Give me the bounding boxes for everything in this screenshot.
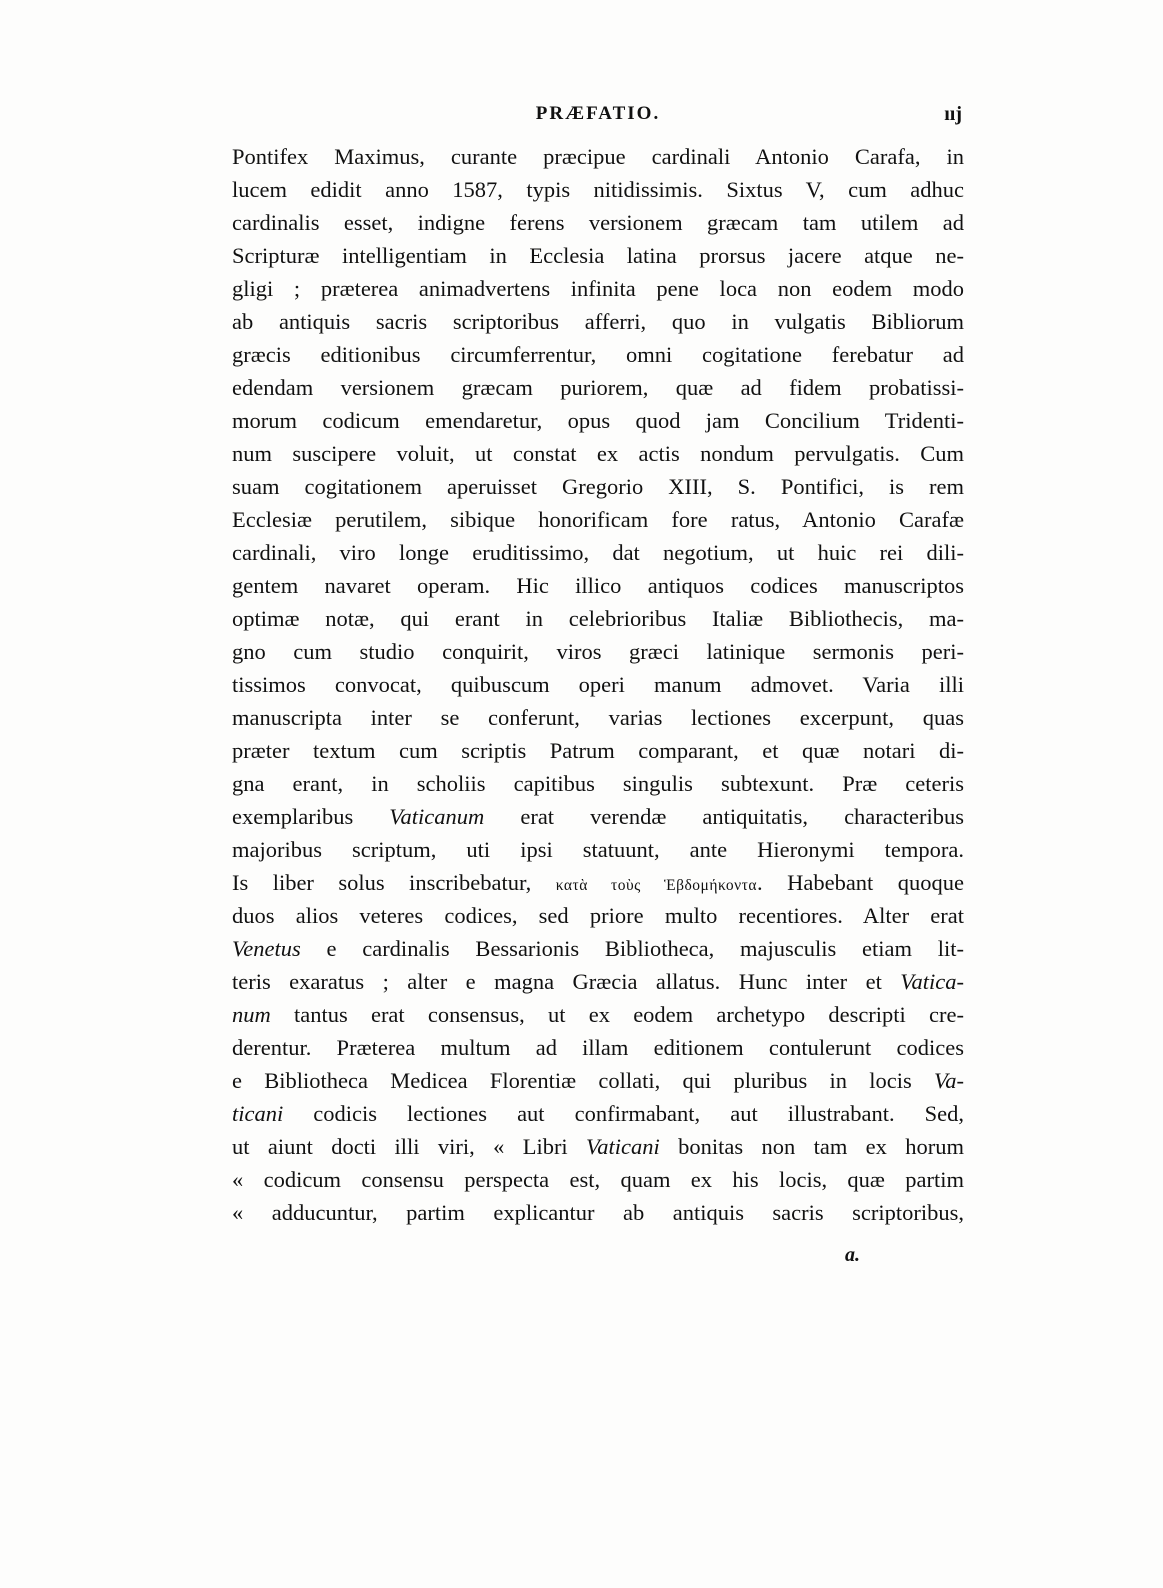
text-segment: optimæ notæ, qui erant in celebrioribus Italiæ Bibliothecis, ma- xyxy=(232,606,964,631)
text-segment: gentem navaret operam. Hic illico antiquos codices manuscriptos xyxy=(232,573,964,598)
text-line xyxy=(232,239,964,272)
text-segment: cardinali, viro longe eruditissimo, dat negotium, ut huic rei dili- xyxy=(232,540,964,565)
text-line xyxy=(232,305,964,338)
text-segment: . Habebant quoque xyxy=(757,870,964,895)
text-line xyxy=(232,404,964,437)
text-segment: majoribus scriptum, uti ipsi statuunt, ante Hieronymi tempora. xyxy=(232,837,964,862)
text-segment: tissimos convocat, quibuscum operi manum admovet. Varia illi xyxy=(232,672,964,697)
page-header xyxy=(232,103,964,135)
text-segment: lucem edidit anno 1587, typis nitidissimis. Sixtus V, cum adhuc xyxy=(232,177,964,202)
text-line xyxy=(232,965,964,998)
text-line xyxy=(232,470,964,503)
text-segment: « codicum consensu perspecta est, quam ex his locis, quæ partim xyxy=(232,1167,964,1192)
signature-mark: a. xyxy=(845,1244,860,1266)
text-segment: græcis editionibus circumferrentur, omni cogitatione ferebatur ad xyxy=(232,342,964,367)
text-segment: tantus erat consensus, ut ex eodem archetypo descripti cre- xyxy=(270,1002,964,1027)
text-segment: ut aiunt docti illi viri, « Libri xyxy=(232,1134,587,1159)
text-line xyxy=(232,536,964,569)
text-line xyxy=(232,701,964,734)
text-segment: derentur. Præterea multum ad illam editionem contulerunt codices xyxy=(232,1035,964,1060)
text-line xyxy=(232,932,964,965)
running-title: PRÆFATIO. xyxy=(535,103,661,124)
page-number: ııj xyxy=(944,103,962,125)
text-line xyxy=(232,140,964,173)
text-line xyxy=(232,272,964,305)
text-line xyxy=(232,668,964,701)
text-segment: teris exaratus ; alter e magna Græcia allatus. Hunc inter et xyxy=(232,969,901,994)
text-segment: manuscripta inter se conferunt, varias lectiones excerpunt, quas xyxy=(232,705,964,730)
text-line xyxy=(232,800,964,833)
text-segment: erat verendæ antiquitatis, characteribus xyxy=(484,804,964,829)
text-segment: Pontifex Maximus, curante præcipue cardinali Antonio Carafa, in xyxy=(232,144,964,169)
text-segment: e cardinalis Bessarionis Bibliotheca, majusculis etiam lit- xyxy=(300,936,964,961)
body-text xyxy=(232,140,964,1229)
text-segment: gno cum studio conquirit, viros græci latinique sermonis peri- xyxy=(232,639,964,664)
text-segment: suam cogitationem aperuisset Gregorio XIII, S. Pontifici, is rem xyxy=(232,474,964,499)
text-segment: codicis lectiones aut confirmabant, aut illustrabant. Sed, xyxy=(283,1101,964,1126)
italic-term: num xyxy=(232,1002,271,1027)
text-segment: Scripturæ intelligentiam in Ecclesia latina prorsus jacere atque ne- xyxy=(232,243,964,268)
italic-term: Vaticanum xyxy=(389,804,485,829)
text-line xyxy=(232,206,964,239)
text-line xyxy=(232,338,964,371)
italic-term: Venetus xyxy=(232,936,301,961)
text-line xyxy=(232,602,964,635)
text-line xyxy=(232,1130,964,1163)
text-line xyxy=(232,173,964,206)
text-line xyxy=(232,1196,964,1229)
text-segment: cardinalis esset, indigne ferens versionem græcam tam utilem ad xyxy=(232,210,964,235)
greek-phrase: κατὰ τοὺς Ἑβδομήκοντα xyxy=(555,877,758,894)
text-line xyxy=(232,635,964,668)
text-line xyxy=(232,998,964,1031)
text-line xyxy=(232,899,964,932)
text-segment: edendam versionem græcam puriorem, quæ ad fidem probatissi- xyxy=(232,375,964,400)
text-line xyxy=(232,734,964,767)
text-line xyxy=(232,371,964,404)
text-line xyxy=(232,437,964,470)
text-segment: « adducuntur, partim explicantur ab antiquis sacris scriptoribus, xyxy=(232,1200,964,1225)
text-segment: morum codicum emendaretur, opus quod jam Concilium Tridenti- xyxy=(232,408,964,433)
text-segment: gna erant, in scholiis capitibus singulis subtexunt. Præ ceteris xyxy=(232,771,964,796)
text-segment: duos alios veteres codices, sed priore multo recentiores. Alter erat xyxy=(232,903,964,928)
text-segment: Ecclesiæ perutilem, sibique honorificam fore ratus, Antonio Carafæ xyxy=(232,507,964,532)
text-line xyxy=(232,1163,964,1196)
text-line xyxy=(232,833,964,866)
text-segment: bonitas non tam ex horum xyxy=(659,1134,965,1159)
text-segment: Is liber solus inscribebatur, xyxy=(232,870,556,895)
text-line xyxy=(232,569,964,602)
italic-term: Vaticani xyxy=(586,1134,660,1159)
italic-term: Va- xyxy=(934,1068,964,1093)
text-segment: num suscipere voluit, ut constat ex actis nondum pervulgatis. Cum xyxy=(232,441,964,466)
text-segment: gligi ; præterea animadvertens infinita pene loca non eodem modo xyxy=(232,276,964,301)
italic-term: Vatica- xyxy=(900,969,964,994)
text-line xyxy=(232,1031,964,1064)
text-segment: præter textum cum scriptis Patrum comparant, et quæ notari di- xyxy=(232,738,964,763)
text-line xyxy=(232,767,964,800)
text-line xyxy=(232,866,964,899)
text-segment: e Bibliotheca Medicea Florentiæ collati, qui pluribus in locis xyxy=(232,1068,934,1093)
text-line xyxy=(232,1064,964,1097)
text-segment: exemplaribus xyxy=(232,804,390,829)
text-line xyxy=(232,1097,964,1130)
text-segment: ab antiquis sacris scriptoribus afferri, quo in vulgatis Bibliorum xyxy=(232,309,964,334)
italic-term: ticani xyxy=(232,1101,284,1126)
text-line xyxy=(232,503,964,536)
